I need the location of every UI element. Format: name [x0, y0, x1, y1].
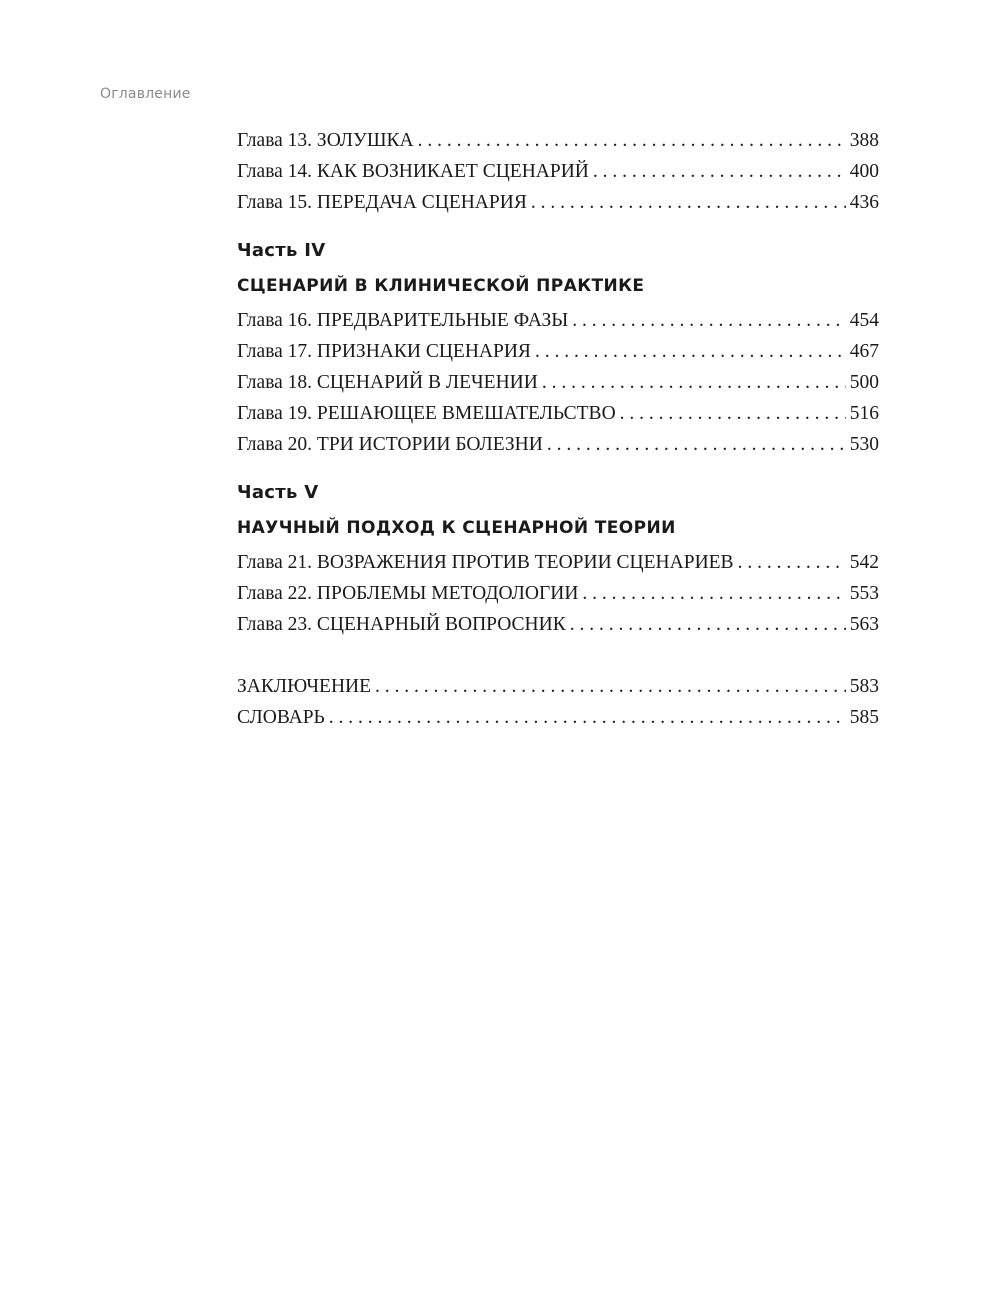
toc-entry-page: 400 [849, 161, 879, 182]
toc-entry-page: 467 [849, 341, 879, 362]
part-label: Часть V [237, 482, 319, 503]
part-label: Часть IV [237, 240, 326, 261]
toc-entry-page: 454 [849, 310, 879, 331]
toc-entry-chapter-13[interactable] [237, 125, 879, 156]
dot-leader [593, 156, 846, 187]
toc-entry-chapter-20[interactable] [237, 429, 879, 460]
toc-entry-page: 585 [849, 707, 879, 728]
dot-leader [375, 671, 846, 702]
toc-entry-title: СЛОВАРЬ [237, 707, 325, 728]
part-title: СЦЕНАРИЙ В КЛИНИЧЕСКОЙ ПРАКТИКЕ [237, 276, 645, 296]
toc-entry-page: 388 [849, 130, 879, 151]
toc-entry-chapter-17[interactable] [237, 336, 879, 367]
toc-part-4 [237, 233, 879, 460]
toc-entry-chapter-22[interactable] [237, 578, 879, 609]
toc-entry-chapter-21[interactable] [237, 547, 879, 578]
toc-part-5 [237, 475, 879, 640]
toc-entry-page: 563 [849, 614, 879, 635]
toc-backmatter [237, 671, 879, 733]
dot-leader [531, 187, 846, 218]
dot-leader [620, 398, 846, 429]
part-title: НАУЧНЫЙ ПОДХОД К СЦЕНАРНОЙ ТЕОРИИ [237, 518, 676, 538]
toc-entry-page: 436 [849, 192, 879, 213]
dot-leader [329, 702, 846, 733]
toc-entry-title: Глава 23. СЦЕНАРНЫЙ ВОПРОСНИК [237, 614, 566, 635]
toc-entry-glossary[interactable] [237, 702, 879, 733]
dot-leader [542, 367, 846, 398]
toc-entry-title: Глава 16. ПРЕДВАРИТЕЛЬНЫЕ ФАЗЫ [237, 310, 569, 331]
toc-section-continuation [237, 125, 879, 218]
toc-entry-title: Глава 14. КАК ВОЗНИКАЕТ СЦЕНАРИЙ [237, 161, 589, 182]
toc-entry-title: Глава 20. ТРИ ИСТОРИИ БОЛЕЗНИ [237, 434, 543, 455]
toc-entry-chapter-15[interactable] [237, 187, 879, 218]
toc-entry-chapter-19[interactable] [237, 398, 879, 429]
toc-entry-page: 542 [849, 552, 879, 573]
toc-entry-chapter-14[interactable] [237, 156, 879, 187]
toc-entry-page: 516 [849, 403, 879, 424]
toc-entry-chapter-23[interactable] [237, 609, 879, 640]
toc-entry-title: Глава 19. РЕШАЮЩЕЕ ВМЕШАТЕЛЬСТВО [237, 403, 616, 424]
table-of-contents [237, 125, 879, 733]
toc-entry-title: ЗАКЛЮЧЕНИЕ [237, 676, 372, 697]
toc-entry-title: Глава 21. ВОЗРАЖЕНИЯ ПРОТИВ ТЕОРИИ СЦЕНАРИЕВ [237, 552, 734, 573]
toc-entry-chapter-16[interactable] [237, 305, 879, 336]
toc-entry-page: 583 [849, 676, 879, 697]
toc-entry-title: Глава 18. СЦЕНАРИЙ В ЛЕЧЕНИИ [237, 372, 538, 393]
toc-entry-title: Глава 15. ПЕРЕДАЧА СЦЕНАРИЯ [237, 192, 527, 213]
toc-entry-title: Глава 22. ПРОБЛЕМЫ МЕТОДОЛОГИИ [237, 583, 579, 604]
toc-entry-page: 500 [849, 372, 879, 393]
dot-leader [582, 578, 845, 609]
dot-leader [418, 125, 846, 156]
dot-leader [547, 429, 846, 460]
dot-leader [738, 547, 846, 578]
toc-entry-conclusion[interactable] [237, 671, 879, 702]
toc-entry-title: Глава 13. ЗОЛУШКА [237, 130, 414, 151]
dot-leader [535, 336, 846, 367]
dot-leader [570, 609, 846, 640]
toc-entry-page: 530 [849, 434, 879, 455]
dot-leader [572, 305, 845, 336]
toc-entry-title: Глава 17. ПРИЗНАКИ СЦЕНАРИЯ [237, 341, 531, 362]
toc-entry-page: 553 [849, 583, 879, 604]
toc-entry-chapter-18[interactable] [237, 367, 879, 398]
running-head: Оглавление [100, 86, 191, 102]
